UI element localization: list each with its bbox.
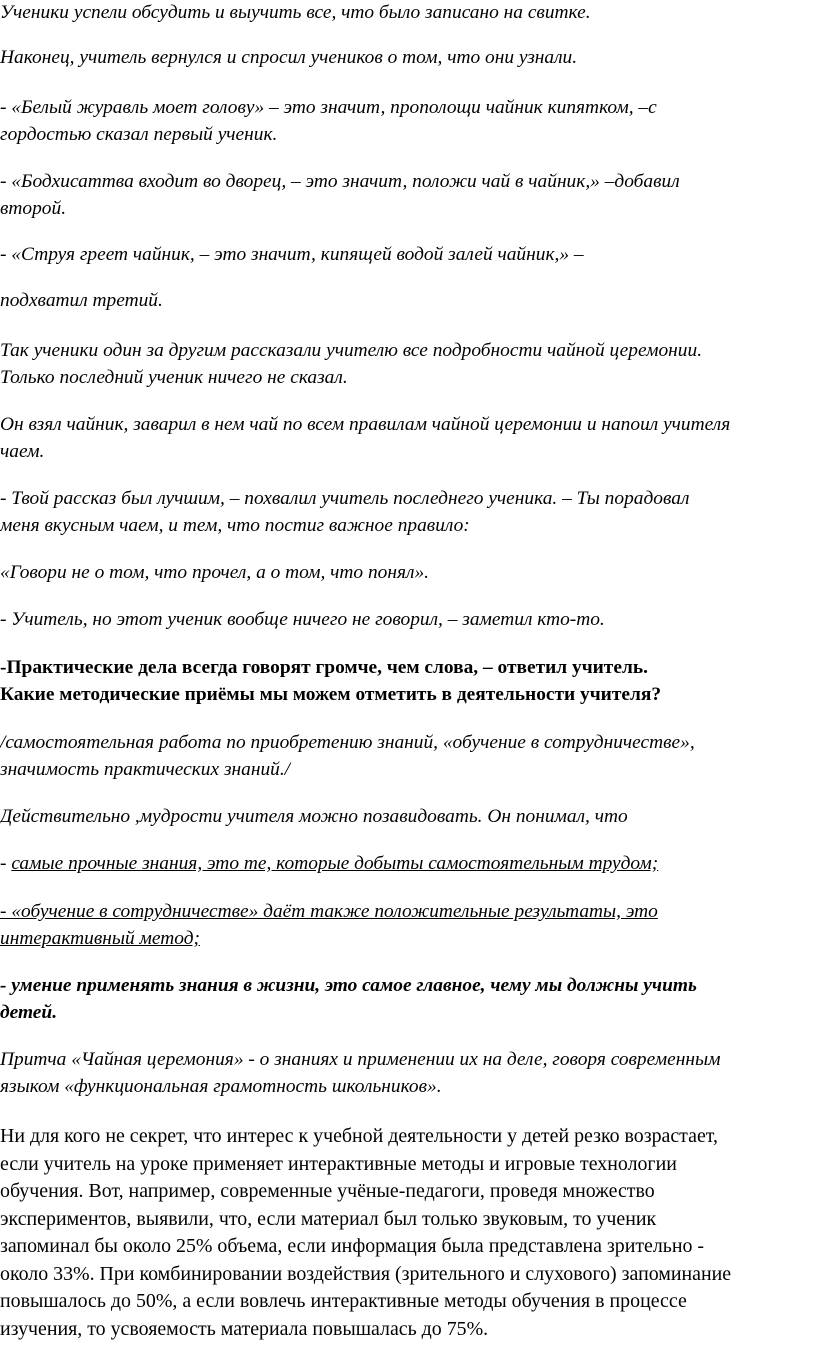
paragraph-16 xyxy=(0,898,816,952)
paragraph-13 xyxy=(0,729,816,783)
paragraph-19 xyxy=(0,1123,816,1343)
text-line: Ни для кого не секрет, что интерес к учебной деятельности у детей резко возрастает, xyxy=(0,1125,718,1147)
paragraph-8 xyxy=(0,411,816,465)
paragraph-3 xyxy=(0,94,816,148)
text-line: около 33%. При комбинировании воздействия (зрительного и слухового) запоминание xyxy=(0,1262,732,1285)
text-line: гордостью сказал первый ученик. xyxy=(0,124,278,145)
paragraph-4 xyxy=(0,168,816,222)
paragraph-10 xyxy=(0,559,816,586)
text-line: меня вкусным чаем, и тем, что постиг важное правило: xyxy=(0,515,470,536)
text-line: Притча «Чайная церемония» - о знаниях и применении их на деле, говоря современным xyxy=(0,1049,721,1070)
text-line: - «Белый журавль моет голову» – это значит, прополощи чайник кипятком, –с xyxy=(0,97,657,118)
text-line: Наконец, учитель вернулся и спросил учеников о том, что они узнали. xyxy=(0,47,578,68)
paragraph-9 xyxy=(0,485,816,539)
text-line: чаем. xyxy=(0,441,45,462)
paragraph-17 xyxy=(0,972,816,1026)
text-line: Только последний ученик ничего не сказал. xyxy=(0,367,348,388)
text-line: - умение применять знания в жизни, это самое главное, чему мы должны учить xyxy=(0,975,697,996)
paragraph-18 xyxy=(0,1046,816,1100)
text-line: Он взял чайник, заварил в нем чай по всем правилам чайной церемонии и напоил учителя xyxy=(0,414,731,435)
text-line: изучения, то усвояемость материала повышалась до 75%. xyxy=(0,1317,489,1340)
paragraph-1 xyxy=(0,0,816,26)
text-line: /самостоятельная работа по приобретению знаний, «обучение в сотрудничестве», xyxy=(0,732,695,753)
text-line: обучения. Вот, например, современные учёные-педагоги, проведя множество xyxy=(0,1180,655,1202)
text-line: повышалось до 50%, а если вовлечь интерактивные методы обучения в процессе xyxy=(0,1290,687,1312)
text-line: Действительно ,мудрости учителя можно позавидовать. Он понимал, что xyxy=(0,806,628,827)
text-line: детей. xyxy=(0,1002,58,1023)
paragraph-7 xyxy=(0,337,816,391)
text-line: Так ученики один за другим рассказали учителю все подробности чайной церемонии. xyxy=(0,340,703,361)
paragraph-14 xyxy=(0,803,816,830)
text-line: Какие методические приёмы мы можем отметить в деятельности учителя? xyxy=(0,684,662,705)
text-line: интерактивный метод; xyxy=(0,928,200,949)
text-line: значимость практических знаний./ xyxy=(0,759,291,780)
paragraph-6 xyxy=(0,287,816,314)
text-line: второй. xyxy=(0,198,67,219)
text-line: языком «функциональная грамотность школьников». xyxy=(0,1076,442,1097)
text-line: экспериментов, выявили, что, если материал был только звуковым, то ученик xyxy=(0,1207,657,1230)
paragraph-11 xyxy=(0,606,816,633)
paragraph-12 xyxy=(0,654,816,708)
underlined-text: самые прочные знания, это те, которые добыты самостоятельным трудом; xyxy=(11,853,659,874)
paragraph-2 xyxy=(0,44,816,71)
text-line: - «Струя греет чайник, – это значит, кипящей водой залей чайник,» – xyxy=(0,244,584,265)
text-line: подхватил третий. xyxy=(0,290,163,311)
text-line: «Говори не о том, что прочел, а о том, что понял». xyxy=(0,562,429,583)
text-line: - «Бодхисаттва входит во дворец, – это значит, положи чай в чайник,» –добавил xyxy=(0,171,680,192)
list-dash: - xyxy=(0,853,12,874)
paragraph-15 xyxy=(0,850,816,877)
text-line: Ученики успели обсудить и выучить все, что было записано на свитке. xyxy=(0,2,591,23)
text-line: - «обучение в сотрудничестве» даёт также положительные результаты, это xyxy=(0,901,658,922)
text-line: - Твой рассказ был лучшим, – похвалил учитель последнего ученика. – Ты порадовал xyxy=(0,488,690,509)
text-line xyxy=(0,850,816,877)
text-line: -Практические дела всегда говорят громче, чем слова, – ответил учитель. xyxy=(0,657,648,678)
text-line: - Учитель, но этот ученик вообще ничего не говорил, – заметил кто-то. xyxy=(0,609,605,630)
paragraph-5 xyxy=(0,241,816,268)
text-line: запоминал бы около 25% объема, если информация была представлена зрительно - xyxy=(0,1235,705,1257)
text-line: если учитель на уроке применяет интерактивные методы и игровые технологии xyxy=(0,1152,677,1175)
